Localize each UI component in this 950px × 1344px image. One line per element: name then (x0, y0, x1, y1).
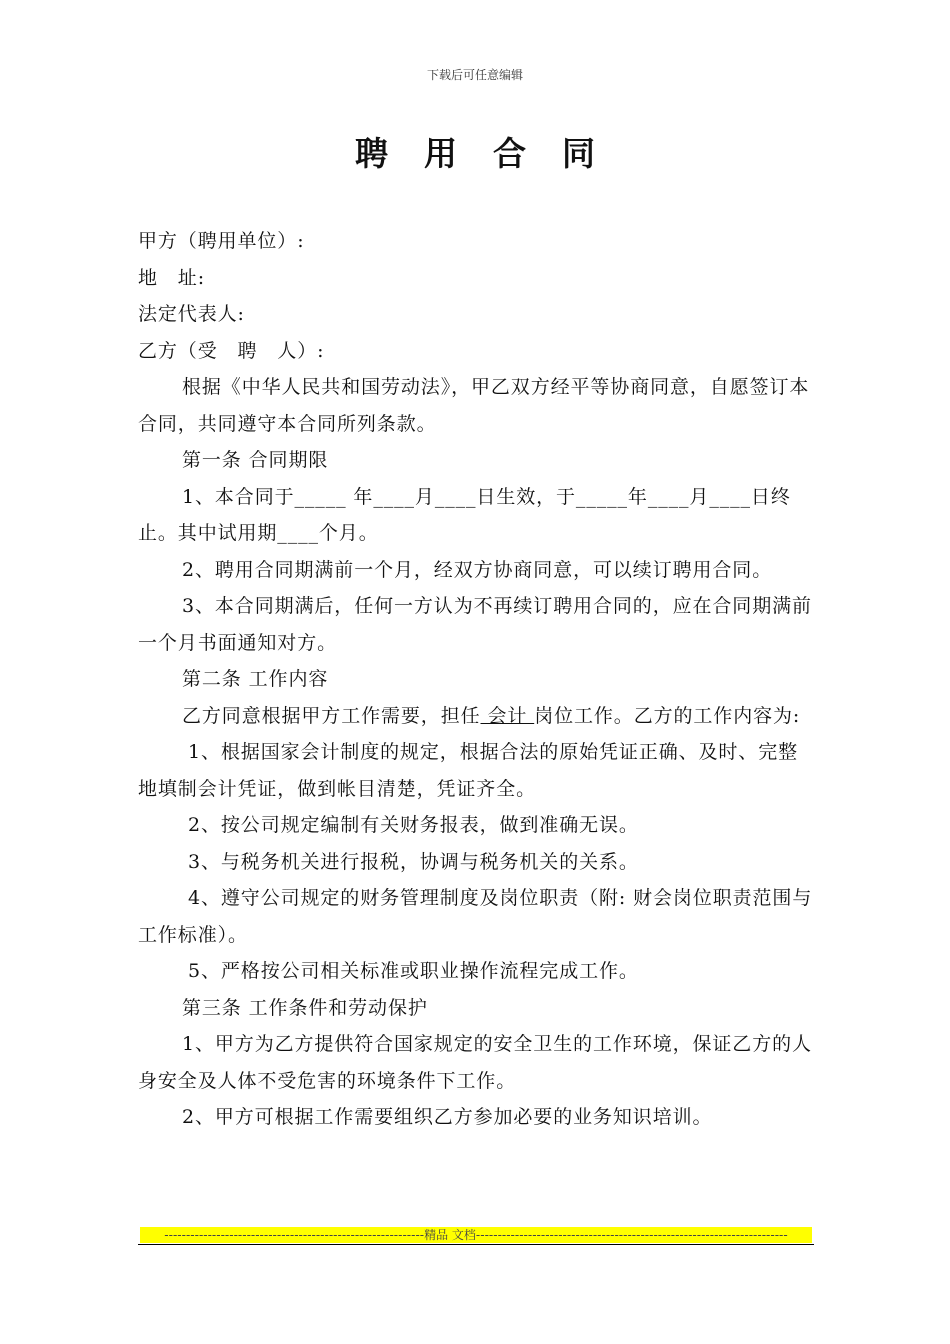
contract-body (138, 223, 814, 1136)
article-2-clause-5: 5、严格按公司相关标准或职业操作流程完成工作。 (188, 960, 639, 982)
article-2-clause-4: 4、遵守公司规定的财务管理制度及岗位职责（附: 财会岗位职责范围与工作标准）。 (138, 887, 813, 946)
article-2-clause-3: 3、与税务机关进行报税，协调与税务机关的关系。 (188, 850, 639, 873)
article-2-clause-1: 1、根据国家会计制度的规定，根据合法的原始凭证正确、及时、完整地填制会计凭证，做到帐目清楚，凭证齐全。 (138, 741, 798, 800)
article-3-clause-2: 2、甲方可根据工作需要组织乙方参加必要的业务知识培训。 (182, 1106, 713, 1128)
footer-banner: ------------------------------------------------------------精品 文档------------------------------------------------------------------------ (140, 1227, 812, 1243)
article-2-clause-2: 2、按公司规定编制有关财务报表，做到准确无误。 (188, 814, 639, 836)
party-b-line: 乙方（受 聘 人）: (138, 339, 325, 362)
article-2-heading: 第二条 工作内容 (182, 668, 329, 690)
article-3-clause-1: 1、甲方为乙方提供符合国家规定的安全卫生的工作环境，保证乙方的人身安全及人体不受危害的环境条件下工作。 (138, 1033, 812, 1092)
article-3-heading: 第三条 工作条件和劳动保护 (182, 996, 428, 1019)
article-2-intro-before: 乙方同意根据甲方工作需要，担任 (182, 704, 481, 727)
article-2-intro (138, 698, 814, 735)
article-1-clause-1: 1、本合同于_____ 年____月____日生效，于_____年____月____日终止。其中试用期____个月。 (138, 485, 791, 544)
article-1-clause-2: 2、聘用合同期满前一个月，经双方协商同意，可以续订聘用合同。 (182, 558, 773, 581)
position-field: 会计 (480, 704, 535, 727)
legal-rep-line: 法定代表人: (138, 303, 245, 325)
article-2-intro-after: 岗位工作。乙方的工作内容为: (534, 704, 801, 727)
document-title: 聘用合同 (355, 134, 631, 173)
header-note: 下载后可任意编辑 (426, 68, 523, 82)
party-a-line: 甲方（聘用单位）: (138, 230, 305, 252)
article-1-heading: 第一条 合同期限 (182, 449, 329, 471)
footer-divider (138, 1244, 814, 1245)
article-1-clause-3: 3、本合同期满后，任何一方认为不再续订聘用合同的，应在合同期满前一个月书面通知对方。 (138, 595, 812, 654)
preamble: 根据《中华人民共和国劳动法》，甲乙双方经平等协商同意，自愿签订本合同，共同遵守本合同所列条款。 (138, 376, 810, 435)
address-line: 地 址: (138, 266, 206, 289)
